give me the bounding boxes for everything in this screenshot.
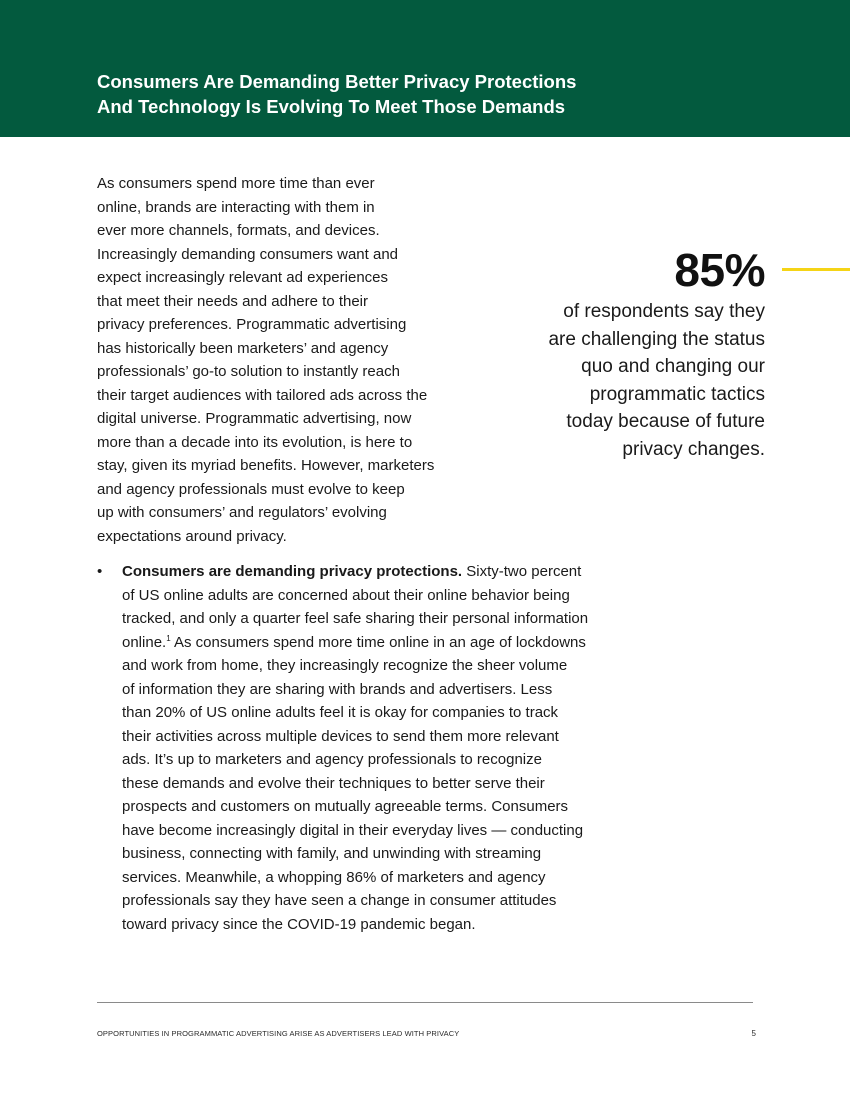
bullet-line: professionals say they have seen a change in consumer attitudes bbox=[122, 892, 557, 909]
intro-line: online, brands are interacting with them in bbox=[97, 198, 375, 216]
stat-caption bbox=[465, 298, 765, 464]
bullet-line: have become increasingly digital in their everyday lives — conducting bbox=[122, 821, 584, 839]
stat-caption-line: today because of future bbox=[566, 411, 765, 433]
intro-line: professionals’ go-to solution to instantly reach bbox=[97, 363, 400, 380]
bullet-item bbox=[122, 560, 682, 936]
intro-paragraph bbox=[97, 172, 497, 548]
bullet-line: of information they are sharing with brands and advertisers. Less bbox=[122, 680, 553, 698]
intro-line: expect increasingly relevant ad experiences bbox=[97, 269, 388, 286]
bullet-line bbox=[122, 560, 682, 584]
intro-line: and agency professionals must evolve to keep bbox=[97, 480, 405, 498]
bullet-text: Sixty-two percent bbox=[462, 563, 582, 580]
bullet-lead: Consumers are demanding privacy protections. bbox=[122, 563, 463, 580]
intro-line: up with consumers’ and regulators’ evolving bbox=[97, 504, 387, 521]
bullet-text: As consumers spend more time online in an age of lockdowns bbox=[170, 633, 586, 651]
stat-caption-line: of respondents say they bbox=[563, 301, 765, 322]
bullet-line: ads. It’s up to marketers and agency professionals to recognize bbox=[122, 751, 542, 768]
bullet-line: these demands and evolve their techniques to better serve their bbox=[122, 774, 545, 792]
bullet-line: and work from home, they increasingly recognize the sheer volume bbox=[122, 657, 568, 674]
intro-line: As consumers spend more time than ever bbox=[97, 175, 375, 192]
footnote-ref: 1 bbox=[166, 633, 171, 643]
intro-line: has historically been marketers’ and agency bbox=[97, 339, 389, 357]
stat-number: 85% bbox=[674, 244, 765, 296]
intro-line: that meet their needs and adhere to their bbox=[97, 292, 369, 310]
bullet-line: than 20% of US online adults feel it is okay for companies to track bbox=[122, 704, 559, 721]
intro-line: stay, given its myriad benefits. However, marketers bbox=[97, 457, 435, 474]
bullet-line: of US online adults are concerned about their online behavior being bbox=[122, 586, 570, 604]
intro-line: their target audiences with tailored ads across the bbox=[97, 386, 428, 404]
bullet-text: online. bbox=[122, 633, 167, 651]
title-line: And Technology Is Evolving To Meet Those Demands bbox=[97, 96, 566, 117]
bullet-line: prospects and customers on mutually agreeable terms. Consumers bbox=[122, 798, 569, 815]
bullet-line: tracked, and only a quarter feel safe sharing their personal information bbox=[122, 610, 589, 627]
bullet-line bbox=[122, 631, 682, 655]
stat-accent-rule bbox=[782, 268, 850, 271]
intro-line: more than a decade into its evolution, is here to bbox=[97, 433, 413, 451]
intro-line: Increasingly demanding consumers want and bbox=[97, 245, 399, 263]
stat-caption-line: quo and changing our bbox=[581, 356, 765, 378]
intro-line: ever more channels, formats, and devices. bbox=[97, 222, 380, 239]
bullet-line: their activities across multiple devices to send them more relevant bbox=[122, 727, 559, 745]
footer-running-title: OPPORTUNITIES IN PROGRAMMATIC ADVERTISING ARISE AS ADVERTISERS LEAD WITH PRIVACY bbox=[97, 1029, 460, 1038]
stat-caption-line: are challenging the status bbox=[548, 328, 765, 350]
bullet-marker: • bbox=[97, 563, 103, 580]
intro-line: privacy preferences. Programmatic advertising bbox=[97, 316, 407, 333]
bullet-line: toward privacy since the COVID-19 pandemic began. bbox=[122, 915, 476, 933]
footer-divider bbox=[97, 1002, 753, 1003]
page-number: 5 bbox=[751, 1029, 756, 1038]
intro-line: expectations around privacy. bbox=[97, 527, 287, 545]
bullet-line: services. Meanwhile, a whopping 86% of marketers and agency bbox=[122, 868, 546, 886]
title-line: Consumers Are Demanding Better Privacy Protections bbox=[97, 71, 577, 92]
page-title bbox=[97, 69, 797, 119]
bullet-line: business, connecting with family, and unwinding with streaming bbox=[122, 845, 542, 862]
stat-caption-line: programmatic tactics bbox=[589, 383, 765, 405]
intro-line: digital universe. Programmatic advertising, now bbox=[97, 410, 412, 427]
stat-caption-line: privacy changes. bbox=[622, 438, 765, 460]
